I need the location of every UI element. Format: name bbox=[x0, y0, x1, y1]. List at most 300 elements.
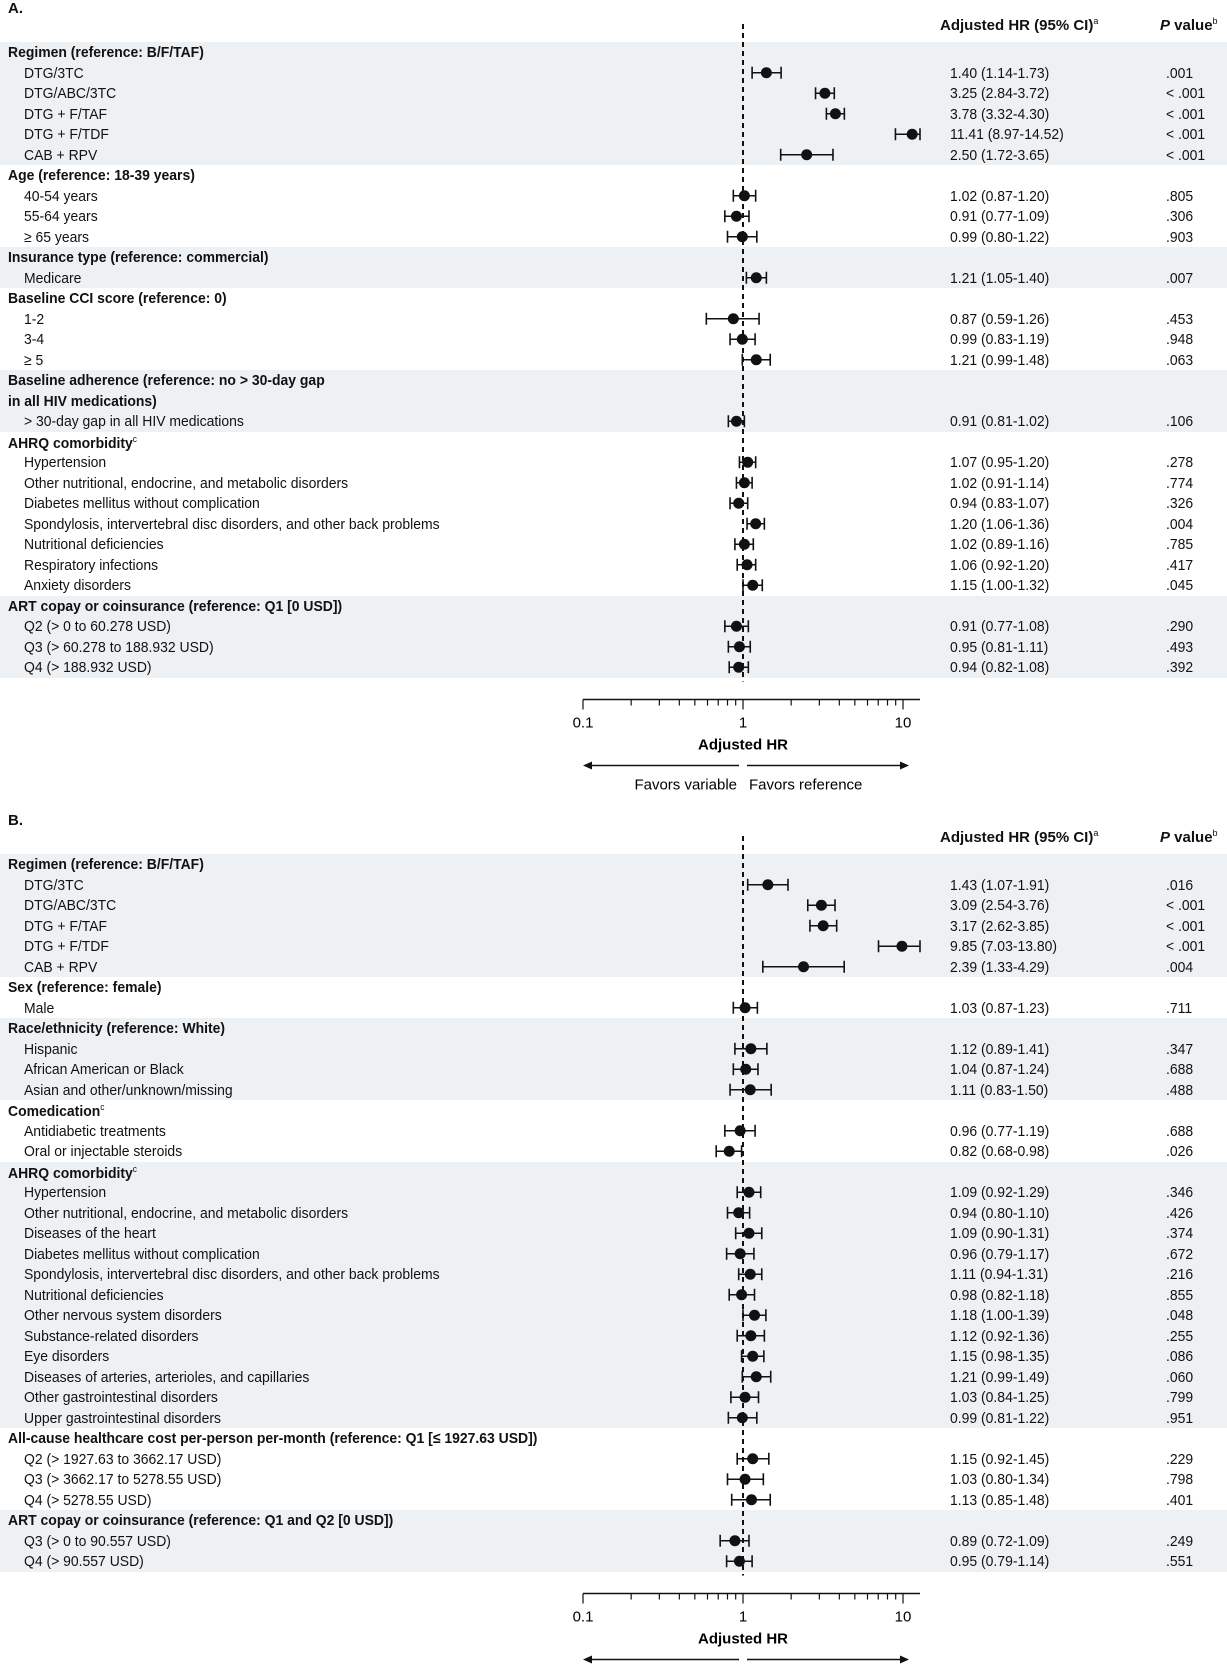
panel-b bbox=[0, 812, 1227, 1667]
label-text: DTG + F/TAF bbox=[24, 917, 108, 935]
p-value: .711 bbox=[1166, 999, 1193, 1017]
p-value: .785 bbox=[1166, 536, 1194, 553]
group-label bbox=[8, 979, 162, 996]
variable-label bbox=[24, 229, 89, 246]
variable-label bbox=[24, 1266, 440, 1283]
table-row bbox=[0, 1346, 1227, 1367]
label-text: Q2 (> 1927.63 to 3662.17 USD) bbox=[24, 1450, 222, 1468]
p-value: .401 bbox=[1166, 1491, 1194, 1509]
variable-label bbox=[24, 188, 98, 205]
p-value: .805 bbox=[1166, 187, 1194, 205]
arrow-right-icon bbox=[747, 762, 909, 770]
x-tick-label: 1 bbox=[738, 1608, 748, 1626]
table-row bbox=[0, 1244, 1227, 1265]
label-text: Sex (reference: female) bbox=[8, 979, 162, 996]
hr-ci-value: 3.17 (2.62-3.85) bbox=[950, 917, 1050, 935]
variable-label bbox=[24, 1492, 152, 1509]
hr-ci-value: 1.04 (0.87-1.24) bbox=[950, 1061, 1050, 1078]
p-value: .374 bbox=[1166, 1225, 1194, 1242]
table-row bbox=[0, 514, 1227, 535]
hr-ci-value: 1.03 (0.84-1.25) bbox=[950, 1389, 1050, 1406]
hr-ci-value: 1.03 (0.87-1.23) bbox=[950, 999, 1050, 1017]
header-adjusted-hr-text: Adjusted HR (95% CI) bbox=[940, 17, 1094, 34]
group-label bbox=[8, 1102, 104, 1120]
footnote-b: b bbox=[1212, 16, 1218, 26]
table-row bbox=[0, 1080, 1227, 1101]
group-header-row bbox=[0, 1018, 1227, 1039]
group-header-row bbox=[0, 1428, 1227, 1449]
table-row bbox=[0, 83, 1227, 104]
variable-label bbox=[24, 1061, 184, 1078]
footnote-a: a bbox=[1093, 828, 1099, 838]
label-text: Other gastrointestinal disorders bbox=[24, 1389, 218, 1406]
x-tick-label: 0.1 bbox=[572, 714, 594, 732]
label-text: Baseline adherence (reference: no > 30-day gap bbox=[8, 372, 325, 389]
variable-label bbox=[24, 897, 116, 914]
hr-ci-value: 0.95 (0.81-1.11) bbox=[950, 638, 1049, 656]
table-row bbox=[0, 63, 1227, 84]
label-text: Q3 (> 3662.17 to 5278.55 USD) bbox=[24, 1471, 222, 1488]
label-text: Upper gastrointestinal disorders bbox=[24, 1409, 221, 1427]
header-adjusted-hr bbox=[940, 828, 1098, 846]
table-row bbox=[0, 875, 1227, 896]
group-label bbox=[8, 1430, 537, 1447]
hr-ci-value: 1.02 (0.87-1.20) bbox=[950, 187, 1050, 205]
hr-ci-value: 1.21 (1.05-1.40) bbox=[950, 269, 1050, 287]
variable-label bbox=[24, 1082, 233, 1099]
table-row bbox=[0, 145, 1227, 166]
header-p-value bbox=[1160, 16, 1218, 34]
label-text: CAB + RPV bbox=[24, 958, 98, 976]
group-header-row bbox=[0, 854, 1227, 875]
group-label bbox=[8, 290, 227, 307]
variable-label bbox=[24, 1184, 106, 1201]
p-value: .855 bbox=[1166, 1286, 1194, 1304]
variable-label bbox=[24, 877, 84, 894]
hr-ci-value: 1.07 (0.95-1.20) bbox=[950, 454, 1050, 471]
arrow-left-icon bbox=[583, 762, 739, 770]
variable-label bbox=[24, 577, 131, 594]
p-value: .048 bbox=[1166, 1307, 1194, 1324]
p-value: .392 bbox=[1166, 659, 1194, 676]
label-text: Diabetes mellitus without complication bbox=[24, 1245, 260, 1263]
table-row bbox=[0, 616, 1227, 637]
footnote-b: b bbox=[1212, 828, 1218, 838]
hr-ci-value: 1.15 (0.92-1.45) bbox=[950, 1450, 1050, 1468]
p-value: .799 bbox=[1166, 1389, 1194, 1406]
label-text: Respiratory infections bbox=[24, 556, 159, 574]
p-value: .001 bbox=[1166, 64, 1194, 82]
label-text: DTG/3TC bbox=[24, 876, 84, 894]
group-header-row bbox=[0, 1510, 1227, 1531]
variable-label bbox=[24, 1369, 309, 1386]
hr-ci-value: 1.43 (1.07-1.91) bbox=[950, 876, 1050, 894]
label-text: Other nutritional, endocrine, and metabolic disorders bbox=[24, 474, 349, 492]
variable-label bbox=[24, 270, 81, 287]
header-p-value-text: P bbox=[1160, 17, 1171, 34]
table-row bbox=[0, 206, 1227, 227]
label-text: Spondylosis, intervertebral disc disorders, and other back problems bbox=[24, 1266, 440, 1283]
group-label bbox=[8, 249, 269, 266]
hr-ci-value: 0.94 (0.83-1.07) bbox=[950, 495, 1050, 512]
group-label bbox=[8, 372, 325, 389]
table-row bbox=[0, 1264, 1227, 1285]
p-value: .004 bbox=[1166, 515, 1194, 533]
hr-ci-value: 0.95 (0.79-1.14) bbox=[950, 1553, 1050, 1570]
favors-variable-label: Favors variable bbox=[634, 776, 737, 794]
header-p-value bbox=[1160, 828, 1218, 846]
header-p-value-rest: value bbox=[1170, 17, 1213, 34]
footnote-c: c bbox=[132, 1163, 137, 1174]
hr-ci-value: 0.99 (0.83-1.19) bbox=[950, 331, 1050, 348]
group-label bbox=[8, 1512, 393, 1529]
hr-ci-value: 1.15 (0.98-1.35) bbox=[950, 1348, 1050, 1365]
hr-ci-value: 2.50 (1.72-3.65) bbox=[950, 146, 1050, 164]
label-text: Spondylosis, intervertebral disc disorders, and other back problems bbox=[24, 515, 440, 533]
variable-label bbox=[24, 1533, 171, 1550]
hr-ci-value: 1.06 (0.92-1.20) bbox=[950, 556, 1050, 574]
group-header-row bbox=[0, 432, 1227, 453]
variable-label bbox=[24, 1225, 156, 1242]
table-row bbox=[0, 1490, 1227, 1511]
label-text: 3-4 bbox=[24, 331, 45, 348]
label-text: > 30-day gap in all HIV medications bbox=[24, 413, 244, 430]
label-text: Nutritional deficiencies bbox=[24, 536, 164, 553]
group-header-row bbox=[0, 370, 1227, 391]
group-header-row bbox=[0, 247, 1227, 268]
variable-label bbox=[24, 1410, 221, 1427]
table-row bbox=[0, 1141, 1227, 1162]
p-value: .346 bbox=[1166, 1184, 1194, 1201]
hr-ci-value: 1.21 (0.99-1.49) bbox=[950, 1368, 1050, 1386]
label-text: Hypertension bbox=[24, 1184, 107, 1201]
footnote-a: a bbox=[1093, 16, 1099, 26]
table-row bbox=[0, 916, 1227, 937]
table-row bbox=[0, 1039, 1227, 1060]
hr-ci-value: 3.25 (2.84-3.72) bbox=[950, 85, 1050, 102]
p-value: < .001 bbox=[1166, 105, 1206, 123]
hr-ci-value: 1.11 (0.83-1.50) bbox=[950, 1081, 1049, 1099]
label-text: Substance-related disorders bbox=[24, 1327, 199, 1345]
hr-ci-value: 0.98 (0.82-1.18) bbox=[950, 1286, 1050, 1304]
table-row bbox=[0, 124, 1227, 145]
table-row bbox=[0, 936, 1227, 957]
hr-ci-value: 1.09 (0.90-1.31) bbox=[950, 1225, 1050, 1242]
variable-label bbox=[24, 1287, 164, 1304]
variable-label bbox=[24, 106, 107, 123]
group-header-row bbox=[0, 165, 1227, 186]
group-header-row bbox=[0, 596, 1227, 617]
label-text: African American or Black bbox=[24, 1061, 184, 1078]
hr-ci-value: 1.18 (1.00-1.39) bbox=[950, 1307, 1050, 1324]
label-text: 1-2 bbox=[24, 310, 45, 328]
label-text: Q3 (> 60.278 to 188.932 USD) bbox=[24, 638, 214, 656]
p-value: < .001 bbox=[1166, 126, 1206, 143]
label-text: ART copay or coinsurance (reference: Q1 and Q2 [0 USD]) bbox=[8, 1512, 394, 1529]
variable-label bbox=[24, 208, 98, 225]
p-value: .551 bbox=[1166, 1553, 1194, 1570]
label-text: Male bbox=[24, 999, 55, 1017]
label-text: 55-64 years bbox=[24, 208, 98, 225]
hr-ci-value: 0.96 (0.79-1.17) bbox=[950, 1245, 1050, 1263]
variable-label bbox=[24, 1328, 198, 1345]
p-value: .493 bbox=[1166, 638, 1194, 656]
group-label bbox=[8, 1164, 137, 1182]
variable-label bbox=[24, 536, 164, 553]
p-value: < .001 bbox=[1166, 938, 1206, 955]
label-text: DTG + F/TAF bbox=[24, 105, 108, 123]
label-text: Q4 (> 90.557 USD) bbox=[24, 1553, 144, 1570]
variable-label bbox=[24, 557, 158, 574]
hr-ci-value: 0.99 (0.81-1.22) bbox=[950, 1409, 1050, 1427]
p-value: .060 bbox=[1166, 1368, 1194, 1386]
panel-label: A. bbox=[8, 0, 23, 17]
variable-label bbox=[24, 959, 97, 976]
label-text: Diabetes mellitus without complication bbox=[24, 495, 260, 512]
label-text: in all HIV medications) bbox=[8, 392, 157, 410]
label-text: AHRQ comorbidity bbox=[8, 434, 133, 452]
arrow-left-icon bbox=[583, 1656, 739, 1664]
hr-ci-value: 3.78 (3.32-4.30) bbox=[950, 105, 1050, 123]
table-row bbox=[0, 1285, 1227, 1306]
p-value: .086 bbox=[1166, 1348, 1194, 1365]
variable-label bbox=[24, 938, 109, 955]
table-row bbox=[0, 1182, 1227, 1203]
table-row bbox=[0, 1551, 1227, 1572]
table-row bbox=[0, 534, 1227, 555]
table-row bbox=[0, 350, 1227, 371]
table-row bbox=[0, 104, 1227, 125]
p-value: .798 bbox=[1166, 1471, 1194, 1488]
panel-label: B. bbox=[8, 812, 23, 829]
hr-ci-value: 1.02 (0.89-1.16) bbox=[950, 536, 1050, 553]
hr-ci-value: 1.21 (0.99-1.48) bbox=[950, 351, 1050, 369]
hr-ci-value: 0.91 (0.81-1.02) bbox=[950, 413, 1050, 430]
table-row bbox=[0, 411, 1227, 432]
table-row bbox=[0, 895, 1227, 916]
label-text: Regimen (reference: B/F/TAF) bbox=[8, 856, 204, 873]
variable-label bbox=[24, 147, 97, 164]
variable-label bbox=[24, 331, 44, 348]
table-row bbox=[0, 1305, 1227, 1326]
label-text: All-cause healthcare cost per-person per-month (reference: Q1 [≤ 1927.63 USD]) bbox=[8, 1430, 538, 1447]
table-row bbox=[0, 452, 1227, 473]
hr-ci-value: 0.89 (0.72-1.09) bbox=[950, 1532, 1050, 1550]
group-label bbox=[8, 434, 137, 452]
hr-ci-value: 1.40 (1.14-1.73) bbox=[950, 64, 1050, 82]
label-text: Asian and other/unknown/missing bbox=[24, 1081, 233, 1099]
label-text: Q2 (> 0 to 60.278 USD) bbox=[24, 618, 171, 635]
variable-label bbox=[24, 1307, 222, 1324]
table-row bbox=[0, 1203, 1227, 1224]
label-text: ≥ 65 years bbox=[24, 228, 90, 246]
x-tick-label: 1 bbox=[738, 714, 748, 732]
x-axis-title: Adjusted HR bbox=[698, 736, 788, 754]
p-value: .417 bbox=[1166, 556, 1194, 574]
favors-reference-label: Favors reference bbox=[749, 776, 863, 794]
variable-label bbox=[24, 1205, 348, 1222]
group-label bbox=[8, 393, 157, 410]
p-value: .026 bbox=[1166, 1143, 1194, 1160]
variable-label bbox=[24, 1389, 218, 1406]
variable-label bbox=[24, 65, 84, 82]
footnote-c: c bbox=[132, 433, 137, 444]
p-value: .453 bbox=[1166, 310, 1194, 328]
arrow-right-icon bbox=[747, 1656, 909, 1664]
hr-ci-value: 0.91 (0.77-1.08) bbox=[950, 618, 1050, 635]
x-axis-title: Adjusted HR bbox=[698, 1630, 788, 1648]
group-header-row bbox=[0, 391, 1227, 412]
table-row bbox=[0, 637, 1227, 658]
variable-label bbox=[24, 659, 152, 676]
label-text: Baseline CCI score (reference: 0) bbox=[8, 290, 227, 307]
label-text: Hispanic bbox=[24, 1040, 78, 1058]
label-text: CAB + RPV bbox=[24, 146, 98, 164]
table-row bbox=[0, 1059, 1227, 1080]
p-value: .249 bbox=[1166, 1532, 1194, 1550]
table-row bbox=[0, 473, 1227, 494]
table-row bbox=[0, 493, 1227, 514]
label-text: Diseases of the heart bbox=[24, 1225, 156, 1242]
variable-label bbox=[24, 1553, 144, 1570]
label-text: ART copay or coinsurance (reference: Q1 [0 USD]) bbox=[8, 597, 343, 615]
group-header-row bbox=[0, 1162, 1227, 1183]
table-row bbox=[0, 555, 1227, 576]
variable-label bbox=[24, 85, 116, 102]
label-text: Q4 (> 5278.55 USD) bbox=[24, 1491, 152, 1509]
p-value: < .001 bbox=[1166, 897, 1206, 914]
group-header-row bbox=[0, 1100, 1227, 1121]
group-label bbox=[8, 856, 204, 873]
p-value: .063 bbox=[1166, 351, 1194, 369]
hr-ci-value: 9.85 (7.03-13.80) bbox=[950, 938, 1058, 955]
hr-ci-value: 1.02 (0.91-1.14) bbox=[950, 474, 1050, 492]
variable-label bbox=[24, 126, 109, 143]
p-value: .688 bbox=[1166, 1122, 1194, 1140]
p-value: .278 bbox=[1166, 454, 1194, 471]
table-row bbox=[0, 1449, 1227, 1470]
table-row bbox=[0, 1326, 1227, 1347]
table-row bbox=[0, 1121, 1227, 1142]
variable-label bbox=[24, 495, 260, 512]
header-p-value-text: P bbox=[1160, 829, 1171, 846]
label-text: Medicare bbox=[24, 269, 82, 287]
p-value: .951 bbox=[1166, 1409, 1194, 1427]
hr-ci-value: 0.94 (0.80-1.10) bbox=[950, 1204, 1050, 1222]
label-text: DTG/3TC bbox=[24, 64, 84, 82]
hr-ci-value: 1.12 (0.92-1.36) bbox=[950, 1327, 1050, 1345]
header-adjusted-hr bbox=[940, 16, 1098, 34]
label-text: Eye disorders bbox=[24, 1348, 110, 1365]
variable-label bbox=[24, 516, 440, 533]
p-value: .290 bbox=[1166, 618, 1194, 635]
hr-ci-value: 1.20 (1.06-1.36) bbox=[950, 515, 1050, 533]
table-row bbox=[0, 227, 1227, 248]
label-text: AHRQ comorbidity bbox=[8, 1164, 133, 1182]
p-value: .426 bbox=[1166, 1204, 1194, 1222]
p-value: .016 bbox=[1166, 876, 1194, 894]
table-row bbox=[0, 309, 1227, 330]
variable-label bbox=[24, 639, 214, 656]
table-row bbox=[0, 268, 1227, 289]
hr-ci-value: 11.41 (8.97-14.52) bbox=[950, 126, 1064, 143]
variable-label bbox=[24, 413, 244, 430]
p-value: .347 bbox=[1166, 1040, 1194, 1058]
label-text: Oral or injectable steroids bbox=[24, 1143, 183, 1160]
variable-label bbox=[24, 918, 107, 935]
table-row bbox=[0, 329, 1227, 350]
variable-label bbox=[24, 1451, 221, 1468]
p-value: < .001 bbox=[1166, 917, 1206, 935]
table-row bbox=[0, 1531, 1227, 1552]
hr-ci-value: 0.91 (0.77-1.09) bbox=[950, 208, 1050, 225]
hr-ci-value: 1.12 (0.89-1.41) bbox=[950, 1040, 1050, 1058]
x-tick-label: 0.1 bbox=[572, 1608, 594, 1626]
p-value: .007 bbox=[1166, 269, 1194, 287]
p-value: .672 bbox=[1166, 1245, 1194, 1263]
p-value: .326 bbox=[1166, 495, 1194, 512]
p-value: .004 bbox=[1166, 958, 1194, 976]
p-value: .229 bbox=[1166, 1450, 1194, 1468]
variable-label bbox=[24, 1000, 54, 1017]
variable-label bbox=[24, 1471, 221, 1488]
label-text: Q4 (> 188.932 USD) bbox=[24, 659, 152, 676]
hr-ci-value: 3.09 (2.54-3.76) bbox=[950, 897, 1050, 914]
footnote-c: c bbox=[100, 1102, 105, 1112]
p-value: .688 bbox=[1166, 1061, 1194, 1078]
p-value: .488 bbox=[1166, 1081, 1194, 1099]
hr-ci-value: 0.82 (0.68-0.98) bbox=[950, 1143, 1050, 1160]
label-text: Other nervous system disorders bbox=[24, 1307, 222, 1324]
label-text: 40-54 years bbox=[24, 187, 98, 205]
p-value: .106 bbox=[1166, 413, 1194, 430]
label-text: Antidiabetic treatments bbox=[24, 1122, 166, 1140]
table-row bbox=[0, 1223, 1227, 1244]
label-text: DTG + F/TDF bbox=[24, 126, 109, 143]
hr-ci-value: 1.13 (0.85-1.48) bbox=[950, 1491, 1050, 1509]
variable-label bbox=[24, 352, 43, 369]
label-text: Hypertension bbox=[24, 454, 107, 471]
variable-label bbox=[24, 1123, 166, 1140]
table-row bbox=[0, 1367, 1227, 1388]
hr-ci-value: 1.15 (1.00-1.32) bbox=[950, 577, 1050, 594]
p-value: .216 bbox=[1166, 1266, 1194, 1283]
p-value: < .001 bbox=[1166, 85, 1206, 102]
label-text: Q3 (> 0 to 90.557 USD) bbox=[24, 1532, 171, 1550]
label-text: Race/ethnicity (reference: White) bbox=[8, 1020, 226, 1037]
p-value: .903 bbox=[1166, 228, 1194, 246]
hr-ci-value: 1.09 (0.92-1.29) bbox=[950, 1184, 1050, 1201]
table-row bbox=[0, 657, 1227, 678]
label-text: Age (reference: 18-39 years) bbox=[8, 167, 195, 184]
p-value: .306 bbox=[1166, 208, 1194, 225]
hr-ci-value: 1.11 (0.94-1.31) bbox=[950, 1266, 1049, 1283]
variable-label bbox=[24, 475, 348, 492]
label-text: ≥ 5 bbox=[24, 351, 44, 369]
p-value: .774 bbox=[1166, 474, 1194, 492]
p-value: < .001 bbox=[1166, 146, 1206, 164]
variable-label bbox=[24, 618, 171, 635]
header-adjusted-hr-text: Adjusted HR (95% CI) bbox=[940, 829, 1094, 846]
hr-ci-value: 0.94 (0.82-1.08) bbox=[950, 659, 1050, 676]
variable-label bbox=[24, 1041, 78, 1058]
table-row bbox=[0, 998, 1227, 1019]
variable-label bbox=[24, 311, 44, 328]
panel-a bbox=[0, 0, 1227, 794]
p-value: .255 bbox=[1166, 1327, 1194, 1345]
table-row bbox=[0, 957, 1227, 978]
group-label bbox=[8, 44, 204, 61]
